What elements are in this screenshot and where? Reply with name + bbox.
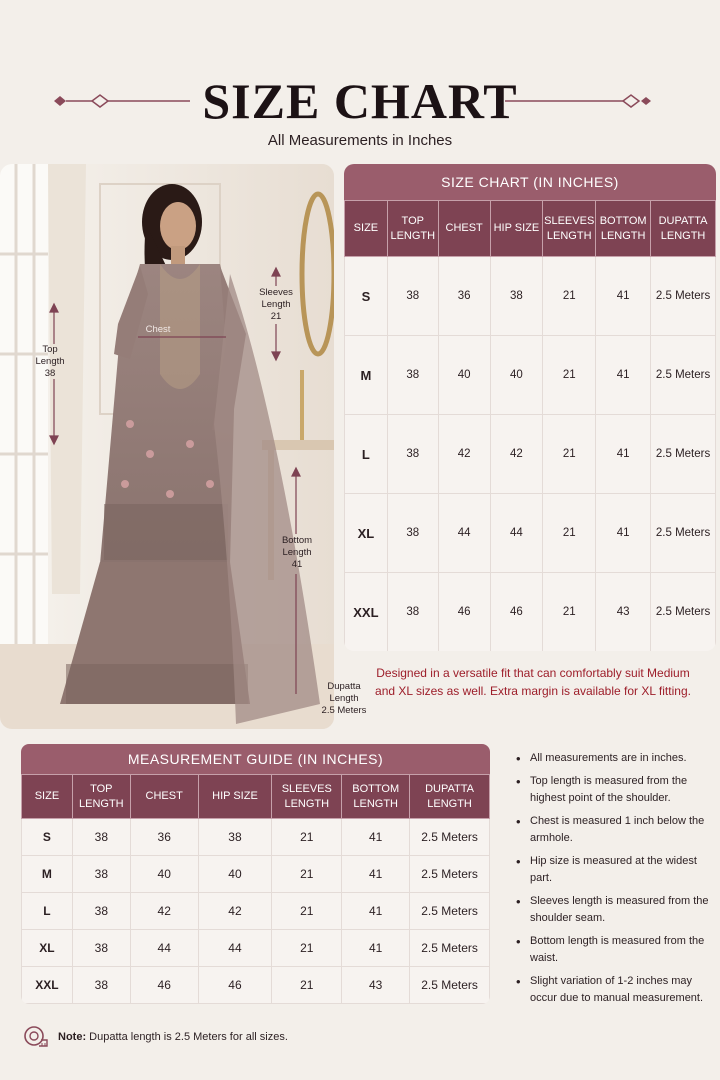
cell-bottom-length: 43 (596, 573, 651, 652)
page-title: SIZE CHART (202, 73, 518, 129)
cell-hip-size: 46 (490, 573, 543, 652)
cell-bottom-length: 41 (342, 856, 410, 893)
cell-bottom-length: 41 (342, 893, 410, 930)
cell-hip-size: 44 (490, 494, 543, 573)
list-item: • Hip size is measured at the widest part. (513, 853, 709, 887)
col-header-sleeves-length: SLEEVES LENGTH (543, 201, 596, 257)
list-item: • Chest is measured 1 inch below the armhole. (513, 813, 709, 847)
cell-chest: 46 (130, 967, 198, 1004)
cell-dupatta-length: 2.5 Meters (651, 415, 716, 494)
cell-sleeves-length: 21 (543, 494, 596, 573)
col-header-bottom-length: BOTTOM LENGTH (596, 201, 651, 257)
list-item: • Slight variation of 1-2 inches may occur due to manual measurement. (513, 973, 709, 1007)
cell-hip-size: 46 (198, 967, 272, 1004)
cell-dupatta-length: 2.5 Meters (651, 257, 716, 336)
col-header-chest: CHEST (438, 201, 490, 257)
cell-bottom-length: 41 (596, 336, 651, 415)
cell-sleeves-length: 21 (272, 893, 342, 930)
cell-top-length: 38 (387, 336, 438, 415)
col-header-chest: CHEST (130, 775, 198, 819)
cell-dupatta-length: 2.5 Meters (410, 856, 490, 893)
measurement-notes (513, 750, 709, 1013)
cell-top-length: 38 (387, 257, 438, 336)
cell-bottom-length: 41 (596, 494, 651, 573)
cell-chest: 46 (438, 573, 490, 652)
cell-dupatta-length: 2.5 Meters (410, 893, 490, 930)
list-item: • Sleeves length is measured from the shoulder seam. (513, 893, 709, 927)
table-row (22, 967, 490, 1004)
annotation-chest: Chest (145, 324, 171, 335)
header (0, 0, 720, 160)
cell-chest: 36 (438, 257, 490, 336)
cell-top-length: 38 (387, 494, 438, 573)
guide-header-row (22, 775, 490, 819)
cell-size: S (345, 257, 388, 336)
cell-top-length: 38 (72, 967, 130, 1004)
col-header-dupatta-length: DUPATTA LENGTH (651, 201, 716, 257)
cell-top-length: 38 (387, 573, 438, 652)
table-row (345, 336, 716, 415)
col-header-dupatta-length: DUPATTA LENGTH (410, 775, 490, 819)
annotation-dupatta-length: Dupatta Length 2.5 Meters (321, 681, 367, 716)
table-row (345, 573, 716, 652)
page-subtitle: All Measurements in Inches (267, 132, 453, 149)
model-illustration (0, 164, 334, 729)
cell-chest: 42 (130, 893, 198, 930)
cell-chest: 42 (438, 415, 490, 494)
cell-dupatta-length: 2.5 Meters (410, 967, 490, 1004)
size-chart-table (344, 164, 716, 651)
cell-dupatta-length: 2.5 Meters (651, 336, 716, 415)
table-row (22, 819, 490, 856)
col-header-sleeves-length: SLEEVES LENGTH (272, 775, 342, 819)
cell-hip-size: 38 (490, 257, 543, 336)
list-item: • All measurements are in inches. (513, 750, 709, 767)
product-photo (0, 164, 334, 729)
cell-sleeves-length: 21 (272, 967, 342, 1004)
measurement-guide-title: MEASUREMENT GUIDE (IN INCHES) (21, 744, 490, 774)
cell-chest: 44 (130, 930, 198, 967)
cell-sleeves-length: 21 (543, 573, 596, 652)
fit-note: Designed in a versatile fit that can comfortably suit Medium and XL sizes as well. Extra margin is available for XL fitting. (375, 666, 691, 698)
cell-bottom-length: 43 (342, 967, 410, 1004)
cell-hip-size: 40 (198, 856, 272, 893)
cell-size: M (22, 856, 73, 893)
table-row (22, 856, 490, 893)
ornament-right-icon (503, 93, 653, 109)
cell-sleeves-length: 21 (543, 336, 596, 415)
list-item: • Top length is measured from the highest point of the shoulder. (513, 773, 709, 807)
footnote (22, 1024, 288, 1050)
annotation-bottom-length: Bottom Length 41 (281, 535, 313, 570)
cell-top-length: 38 (72, 856, 130, 893)
cell-dupatta-length: 2.5 Meters (651, 573, 716, 652)
cell-bottom-length: 41 (596, 415, 651, 494)
size-chart-header-row (345, 201, 716, 257)
cell-size: L (22, 893, 73, 930)
footnote-text: Dupatta length is 2.5 Meters for all sizes. (89, 1031, 288, 1043)
list-item: • Bottom length is measured from the waist. (513, 933, 709, 967)
cell-size: L (345, 415, 388, 494)
cell-chest: 44 (438, 494, 490, 573)
cell-hip-size: 42 (490, 415, 543, 494)
cell-size: S (22, 819, 73, 856)
cell-size: XL (22, 930, 73, 967)
col-header-hip-size: HIP SIZE (198, 775, 272, 819)
cell-top-length: 38 (72, 819, 130, 856)
col-header-top-length: TOP LENGTH (72, 775, 130, 819)
cell-sleeves-length: 21 (543, 257, 596, 336)
cell-dupatta-length: 2.5 Meters (410, 930, 490, 967)
cell-top-length: 38 (387, 415, 438, 494)
cell-bottom-length: 41 (342, 819, 410, 856)
cell-sleeves-length: 21 (272, 856, 342, 893)
cell-size: XXL (345, 573, 388, 652)
measurement-guide-table (21, 744, 490, 1004)
col-header-size: SIZE (345, 201, 388, 257)
cell-bottom-length: 41 (342, 930, 410, 967)
cell-hip-size: 44 (198, 930, 272, 967)
cell-size: M (345, 336, 388, 415)
cell-sleeves-length: 21 (543, 415, 596, 494)
table-row (22, 930, 490, 967)
cell-hip-size: 38 (198, 819, 272, 856)
cell-top-length: 38 (72, 930, 130, 967)
col-header-top-length: TOP LENGTH (387, 201, 438, 257)
cell-bottom-length: 41 (596, 257, 651, 336)
col-header-bottom-length: BOTTOM LENGTH (342, 775, 410, 819)
cell-hip-size: 42 (198, 893, 272, 930)
cell-hip-size: 40 (490, 336, 543, 415)
cell-size: XXL (22, 967, 73, 1004)
table-row (345, 494, 716, 573)
annotation-sleeves-length: Sleeves Length 21 (259, 287, 293, 322)
footnote-label: Note: (58, 1031, 87, 1043)
cell-size: XL (345, 494, 388, 573)
cell-sleeves-length: 21 (272, 930, 342, 967)
col-header-hip-size: HIP SIZE (490, 201, 543, 257)
table-row (345, 415, 716, 494)
cell-chest: 36 (130, 819, 198, 856)
cell-dupatta-length: 2.5 Meters (410, 819, 490, 856)
col-header-size: SIZE (22, 775, 73, 819)
cell-chest: 40 (130, 856, 198, 893)
annotation-top-length: Top Length 38 (35, 344, 65, 379)
cell-dupatta-length: 2.5 Meters (651, 494, 716, 573)
measuring-tape-icon (22, 1024, 48, 1050)
cell-chest: 40 (438, 336, 490, 415)
cell-sleeves-length: 21 (272, 819, 342, 856)
table-row (345, 257, 716, 336)
cell-top-length: 38 (72, 893, 130, 930)
size-chart-title: SIZE CHART (IN INCHES) (344, 164, 716, 200)
table-row (22, 893, 490, 930)
